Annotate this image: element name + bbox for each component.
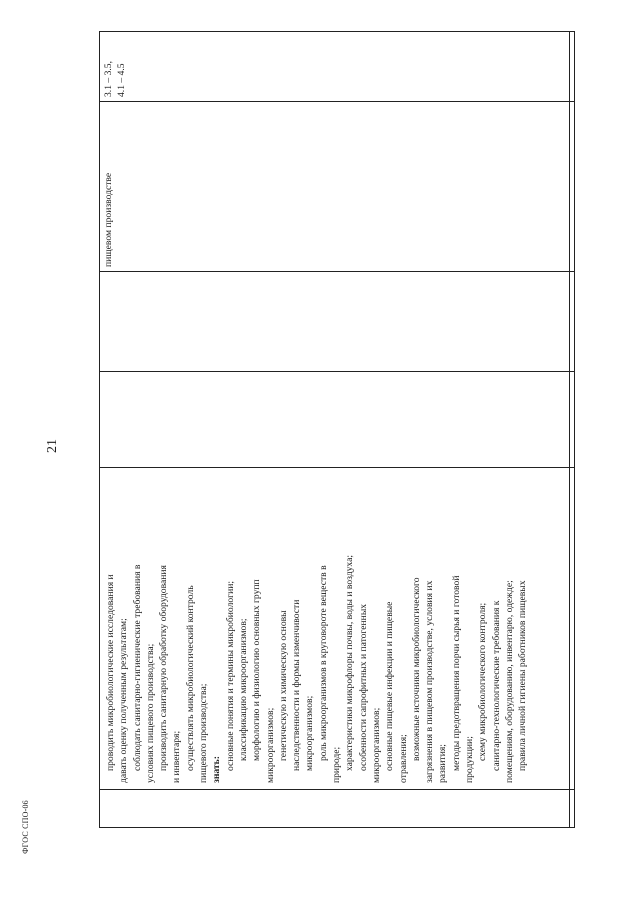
requirement-line: основные понятия и термины микробиологии;: [224, 580, 236, 771]
requirement-line: микроорганизмов;: [264, 707, 276, 783]
requirement-line: природе;: [331, 746, 343, 783]
table-divider-index: [100, 789, 574, 790]
requirement-line: особенности сапрофитных и патогенных: [357, 603, 369, 771]
requirement-line: и инвентаря;: [171, 730, 183, 783]
discipline-name: пищевом производстве: [103, 172, 114, 267]
requirement-line: роль микроорганизмов в круговороте веществ в: [317, 565, 329, 761]
requirement-line: микроорганизмов;: [370, 707, 382, 783]
cell-hours-mandatory: [100, 371, 569, 467]
requirement-line: схему микробиологического контроля;: [477, 602, 489, 761]
requirement-line: характеристики микрофлоры почвы, воды и воздуха;: [344, 554, 356, 771]
table-divider-vertical-right: [569, 32, 570, 827]
cell-competencies: [100, 32, 569, 101]
requirement-line: помещениям, оборудованию, инвентарю, одежде;: [503, 580, 515, 783]
requirement-line: методы предотвращения порчи сырья и готовой: [450, 575, 462, 771]
requirement-line: продукции;: [464, 736, 476, 783]
requirement-line: условиях пищевого производства;: [144, 643, 156, 783]
requirement-line: возможные источники микробиологического: [410, 577, 422, 761]
requirement-line: санитарно-технологические требования к: [490, 600, 502, 771]
requirement-line: правила личной гигиены работников пищевых: [517, 580, 529, 771]
cell-hours-max: [100, 271, 569, 371]
requirement-line: загрязнения в пищевом производстве, условия их: [424, 580, 436, 783]
requirement-line: классификацию микроорганизмов;: [237, 618, 249, 761]
requirement-line: основные пищевые инфекции и пищевые: [384, 601, 396, 771]
curriculum-table: [99, 31, 575, 828]
requirement-line: морфологию и физиологию основных групп: [251, 579, 263, 761]
requirements-text: [100, 467, 530, 789]
competency-codes: 3.1 – 3.5, 4.1 – 4.5: [103, 61, 128, 97]
page-number: 21: [45, 439, 60, 453]
requirement-line: наследственности и формы изменчивости: [291, 599, 303, 771]
requirement-line: давать оценку полученным результатам;: [118, 618, 130, 783]
cell-discipline: [100, 101, 569, 271]
cell-requirements: [100, 467, 569, 789]
requirement-line: развития;: [437, 744, 449, 783]
requirement-line: проводить микробиологические исследования и: [105, 574, 116, 771]
requirement-line: соблюдать санитарно-гигиенические требования в: [131, 564, 143, 771]
requirement-line: отравления;: [397, 734, 409, 783]
document-code-footer: ФГОС СПО-06: [21, 800, 30, 854]
requirement-line: знать:: [211, 756, 223, 783]
requirement-line: генетическую и химическую основы: [277, 610, 289, 761]
requirement-line: осуществлять микробиологический контроль: [184, 585, 196, 771]
requirement-line: пищевого производства;: [198, 683, 210, 783]
requirement-line: производить санитарную обработку оборудования: [158, 565, 170, 771]
requirement-line: микроорганизмов;: [304, 695, 316, 771]
